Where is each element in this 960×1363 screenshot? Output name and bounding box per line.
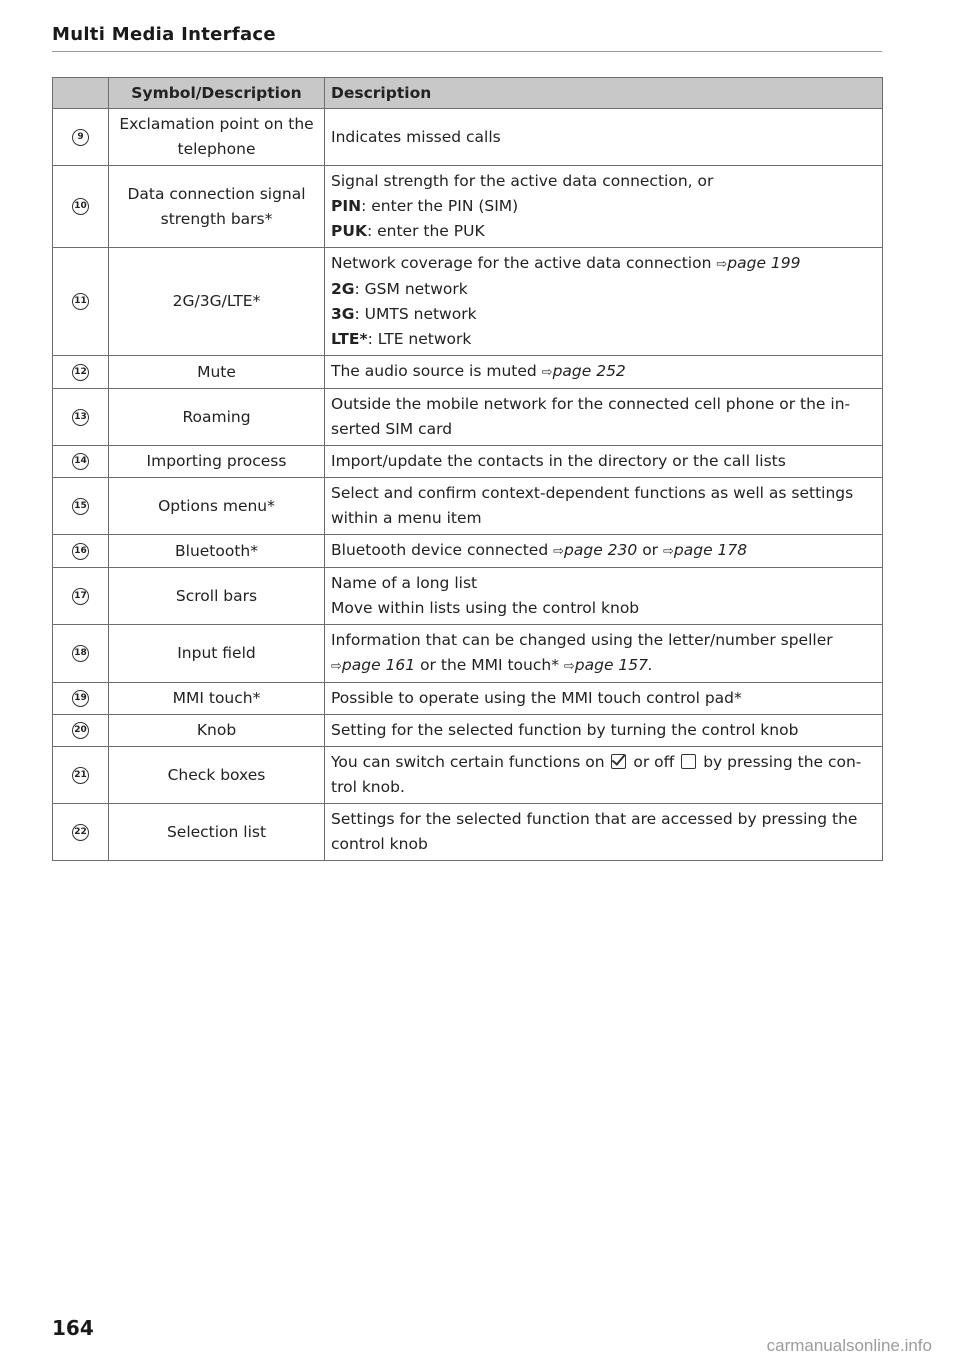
table-row bbox=[53, 683, 883, 715]
checkbox-checked-icon bbox=[611, 754, 626, 769]
page-number: 164 bbox=[52, 1316, 94, 1340]
symbol-cell: Scroll bars bbox=[109, 568, 325, 625]
table-row bbox=[53, 715, 883, 747]
callout-number-14: 14 bbox=[72, 453, 89, 470]
header-symbol-cell: Symbol/Description bbox=[109, 78, 325, 109]
description-cell: Possible to operate using the MMI touch control pad* bbox=[325, 683, 883, 715]
arrow-right-icon: ⇨ bbox=[716, 257, 728, 272]
callout-number-19: 19 bbox=[72, 690, 89, 707]
table-row bbox=[53, 248, 883, 356]
description-cell: The audio source is muted ⇨page 252 bbox=[325, 356, 883, 389]
table-row bbox=[53, 535, 883, 568]
header-divider bbox=[52, 51, 882, 52]
header-description-cell: Description bbox=[325, 78, 883, 109]
table-row bbox=[53, 166, 883, 248]
callout-number-13: 13 bbox=[72, 409, 89, 426]
callout-number-15: 15 bbox=[72, 498, 89, 515]
description-cell: Network coverage for the active data connection ⇨page 199 2G: GSM network 3G: UMTS network LTE*: LTE network bbox=[325, 248, 883, 356]
symbol-cell: Selection list bbox=[109, 804, 325, 861]
callout-number-11: 11 bbox=[72, 293, 89, 310]
callout-number-12: 12 bbox=[72, 364, 89, 381]
symbol-cell: Input field bbox=[109, 625, 325, 683]
symbol-cell: Check boxes bbox=[109, 747, 325, 804]
description-cell: Signal strength for the active data connection, or PIN: enter the PIN (SIM) PUK: enter the PUK bbox=[325, 166, 883, 248]
description-cell: Outside the mobile network for the connected cell phone or the in- serted SIM card bbox=[325, 389, 883, 446]
table-row bbox=[53, 356, 883, 389]
symbol-cell: Bluetooth* bbox=[109, 535, 325, 568]
table-header-row bbox=[53, 78, 883, 109]
callout-number-22: 22 bbox=[72, 824, 89, 841]
callout-number-10: 10 bbox=[72, 198, 89, 215]
description-cell: Indicates missed calls bbox=[325, 109, 883, 166]
table-row bbox=[53, 109, 883, 166]
description-cell: Select and confirm context-dependent functions as well as settings within a menu item bbox=[325, 478, 883, 535]
table-row bbox=[53, 446, 883, 478]
callout-number-9: 9 bbox=[72, 129, 89, 146]
arrow-right-icon: ⇨ bbox=[541, 365, 553, 380]
arrow-right-icon: ⇨ bbox=[553, 544, 565, 559]
page-reference-link[interactable]: page 161 bbox=[341, 656, 416, 674]
symbol-cell: Roaming bbox=[109, 389, 325, 446]
symbol-cell: Importing process bbox=[109, 446, 325, 478]
table-row bbox=[53, 478, 883, 535]
page-reference-link[interactable]: page 230 bbox=[564, 541, 638, 559]
page-header-title: Multi Media Interface bbox=[52, 24, 276, 45]
callout-number-18: 18 bbox=[72, 645, 89, 662]
table-row bbox=[53, 804, 883, 861]
callout-number-20: 20 bbox=[72, 722, 89, 739]
callout-number-16: 16 bbox=[72, 543, 89, 560]
checkbox-unchecked-icon bbox=[681, 754, 696, 769]
symbol-cell: Exclamation point on the telephone bbox=[109, 109, 325, 166]
description-cell: Information that can be changed using the letter/number speller ⇨page 161 or the MMI touch* ⇨page 157. bbox=[325, 625, 883, 683]
table-row bbox=[53, 389, 883, 446]
arrow-right-icon: ⇨ bbox=[331, 659, 342, 674]
description-cell: Import/update the contacts in the directory or the call lists bbox=[325, 446, 883, 478]
arrow-right-icon: ⇨ bbox=[663, 544, 674, 559]
table-row bbox=[53, 747, 883, 804]
callout-number-21: 21 bbox=[72, 767, 89, 784]
page-reference-link[interactable]: page 252 bbox=[552, 362, 626, 380]
symbol-cell: Data connection signal strength bars* bbox=[109, 166, 325, 248]
symbol-cell: Knob bbox=[109, 715, 325, 747]
page-reference-link[interactable]: page 178 bbox=[673, 541, 748, 559]
symbol-cell: MMI touch* bbox=[109, 683, 325, 715]
description-cell: Settings for the selected function that are accessed by pressing the control knob bbox=[325, 804, 883, 861]
description-cell: Name of a long list Move within lists using the control knob bbox=[325, 568, 883, 625]
page-reference-link[interactable]: page 157. bbox=[574, 656, 653, 674]
symbol-cell: Mute bbox=[109, 356, 325, 389]
table-row bbox=[53, 625, 883, 683]
callout-number-17: 17 bbox=[72, 588, 89, 605]
watermark-text: carmanualsonline.info bbox=[766, 1336, 932, 1355]
description-cell: Bluetooth device connected ⇨page 230 or ⇨page 178 bbox=[325, 535, 883, 568]
table-row bbox=[53, 568, 883, 625]
symbol-cell: Options menu* bbox=[109, 478, 325, 535]
description-cell: You can switch certain functions on or off by pressing the con- trol knob. bbox=[325, 747, 883, 804]
description-cell: Setting for the selected function by turning the control knob bbox=[325, 715, 883, 747]
symbol-description-table bbox=[52, 77, 883, 861]
symbol-cell: 2G/3G/LTE* bbox=[109, 248, 325, 356]
page-reference-link[interactable]: page 199 bbox=[727, 254, 801, 272]
header-number-cell bbox=[53, 78, 109, 109]
arrow-right-icon: ⇨ bbox=[563, 659, 575, 674]
